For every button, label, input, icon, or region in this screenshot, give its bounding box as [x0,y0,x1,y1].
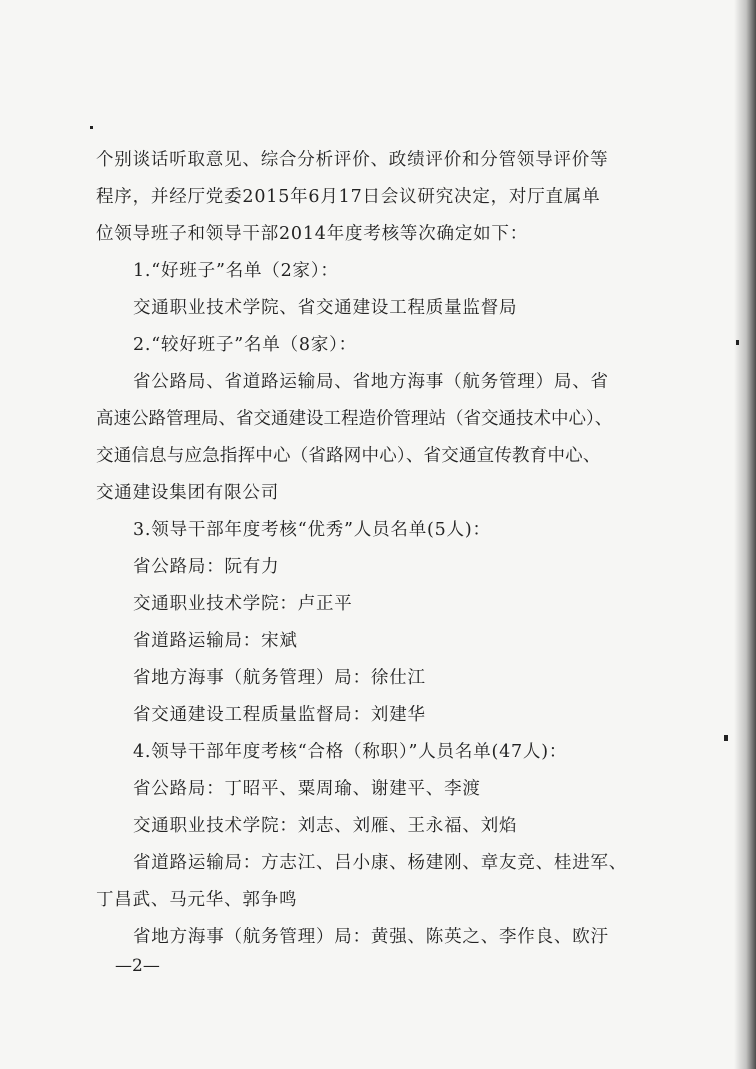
text-line: 丁昌武、马元华、郭争鸣 [96,890,298,910]
text-line: 省地方海事（航务管理）局：黄强、陈英之、李作良、欧汙 [133,927,609,947]
text-line: 省公路局、省道路运输局、省地方海事（航务管理）局、省 [133,372,609,392]
text-line: 交通信息与应急指挥中心（省路网中心）、省交通宣传教育中心、 [96,446,601,466]
text-line: 交通职业技术学院：刘志、刘雁、王永福、刘焰 [133,816,518,836]
section-heading: 3.领导干部年度考核“优秀”人员名单(5人)： [133,520,491,540]
section-heading: 2.“较好班子”名单（8家）： [133,335,357,355]
text-line: 省地方海事（航务管理）局：徐仕江 [133,668,426,688]
scan-speck [724,735,728,741]
text-line: 程序，并经厅党委2015年6月17日会议研究决定，对厅直属单 [96,187,601,207]
text-line: 省公路局：丁昭平、粟周瑜、谢建平、李渡 [133,779,481,799]
body-text [96,142,676,956]
text-line: 省道路运输局：方志江、吕小康、杨建刚、章友竞、桂进军、 [133,853,628,873]
section-heading: 4.领导干部年度考核“合格（称职）”人员名单(47人)： [133,742,568,762]
text-line: 省交通建设工程质量监督局：刘建华 [133,705,426,725]
text-line: 省公路局：阮有力 [133,557,280,577]
text-line: 省道路运输局：宋斌 [133,631,298,651]
text-line: 个别谈话听取意见、综合分析评价、政绩评价和分管领导评价等 [96,150,609,170]
text-line: 交通职业技术学院、省交通建设工程质量监督局 [133,298,518,318]
section-heading: 1.“好班子”名单（2家）： [133,261,339,281]
scan-edge-shadow [734,0,756,1069]
text-line: 位领导班子和领导干部2014年度考核等次确定如下： [96,224,529,244]
text-line: 交通职业技术学院：卢正平 [133,594,353,614]
scan-speck [90,126,93,129]
scan-speck [736,340,739,345]
text-line: 交通建设集团有限公司 [96,483,279,503]
text-line: 高速公路管理局、省交通建设工程造价管理站（省交通技术中心）、 [96,409,613,429]
page-number: —2— [115,956,160,976]
